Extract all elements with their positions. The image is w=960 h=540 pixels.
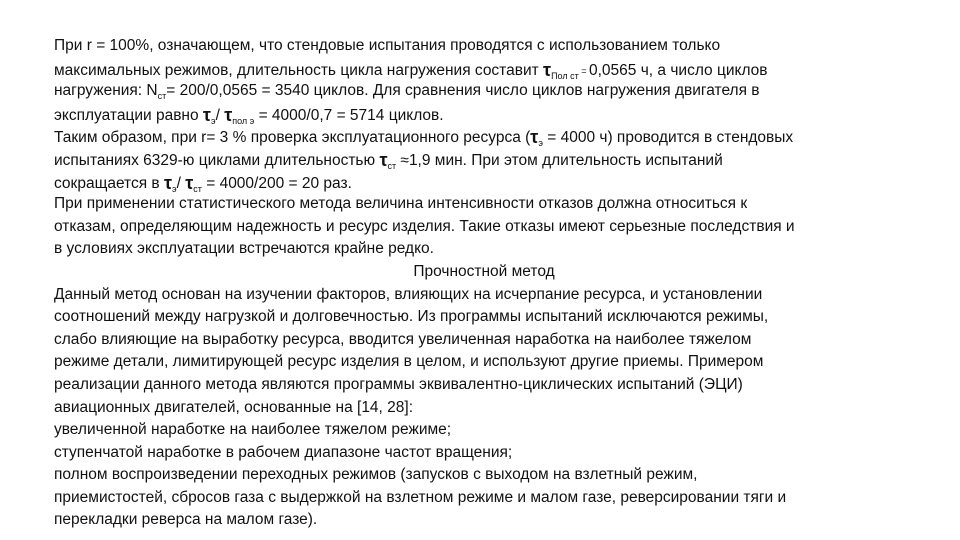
paragraph-2-line-1	[54, 125, 914, 148]
paragraph-3-line-1: При применении статистического метода величина интенсивности отказов должна относиться к	[54, 195, 748, 213]
subscript: пол э	[232, 115, 255, 126]
paragraph-4-line-4: режиме детали, лимитирующей ресурс изделия в целом, и используют другие приемы. Примером	[54, 353, 764, 371]
paragraph-4-line-3: слабо влияющие на выработку ресурса, вводится увеличенная наработка на наиболее тяжелом	[54, 330, 752, 348]
paragraph-3-line-2: отказам, определяющим надежность и ресурс изделия. Такие отказы имеют серьезные последствия и	[54, 217, 795, 235]
text: = 4000/200 = 20 раз.	[201, 174, 352, 192]
text: Таким образом, при r= 3 % проверка эксплуатационного ресурса (	[54, 129, 531, 147]
subscript: ст	[157, 91, 167, 102]
text: нагружения: N	[54, 82, 158, 100]
list-item: полном воспроизведении переходных режимов (запусков с выходом на взлетный режим,	[54, 466, 698, 484]
list-item: увеличенной наработке на наиболее тяжелом режиме;	[54, 421, 452, 439]
tau-symbol: τ	[185, 172, 194, 193]
text: = 200/0,0565 = 3540 циклов. Для сравнения число циклов нагружения двигателя в	[166, 82, 760, 100]
slash: /	[176, 174, 186, 192]
list-item-continuation: приемистостей, сбросов газа с выдержкой на взлетном режиме и малом газе, реверсировании тяги и	[54, 488, 787, 506]
document-body	[54, 35, 914, 532]
text: ≈1,9 мин. При этом длительность испытаний	[396, 151, 723, 169]
tau-symbol: τ	[543, 59, 552, 80]
subscript: Пол ст	[551, 70, 579, 81]
text: испытаниях 6329-ю циклами длительностью	[54, 151, 380, 169]
paragraph-4-line-5: реализации данного метода являются программы эквивалентно-циклических испытаний (ЭЦИ)	[54, 375, 743, 393]
list-item-continuation: перекладки реверса на малом газе).	[54, 511, 318, 529]
tau-symbol: τ	[530, 127, 539, 148]
subscript: э	[172, 183, 177, 194]
subscript: ст	[193, 183, 202, 194]
list-item: ступенчатой наработке в рабочем диапазоне частот вращения;	[54, 443, 513, 461]
slash: /	[215, 106, 225, 124]
text: = 4000 ч) проводится в стендовых	[542, 129, 794, 147]
paragraph-4-line-2: соотношений между нагрузкой и долговечностью. Из программы испытаний исключаются режимы,	[54, 308, 769, 326]
paragraph-3-line-3: в условиях эксплуатации встречаются крайне редко.	[54, 240, 434, 258]
text: сокращается в	[54, 174, 164, 192]
subscript: э	[538, 138, 543, 149]
section-heading: Прочностной метод	[413, 262, 555, 280]
paragraph-1-line-3	[54, 80, 914, 103]
subscript: э	[210, 115, 216, 126]
tau-symbol: τ	[379, 149, 388, 170]
paragraph-2-line-3	[54, 171, 914, 194]
text: эксплуатации равно	[54, 106, 203, 124]
equals-small: =	[578, 65, 589, 76]
paragraph-4-line-1: Данный метод основан на изучении факторов, влияющих на исчерпание ресурса, и установлении	[54, 285, 763, 303]
text: = 4000/0,7 = 5714 циклов.	[254, 106, 444, 124]
paragraph-1-line-1: При r = 100%, означающем, что стендовые испытания проводятся с использованием только	[54, 37, 721, 54]
tau-symbol: τ	[224, 104, 233, 125]
tau-symbol: τ	[163, 172, 173, 193]
text: 0,0565 ч, а число циклов	[589, 61, 768, 79]
tau-symbol: τ	[202, 104, 211, 125]
paragraph-2-line-2	[54, 148, 914, 171]
paragraph-1-line-2	[54, 58, 914, 81]
subscript: ст	[387, 160, 397, 171]
paragraph-1-line-4	[54, 103, 914, 126]
paragraph-4-line-6: авиационных двигателей, основанные на [14, 28]:	[54, 398, 414, 416]
text: максимальных режимов, длительность цикла нагружения составит	[54, 61, 544, 79]
